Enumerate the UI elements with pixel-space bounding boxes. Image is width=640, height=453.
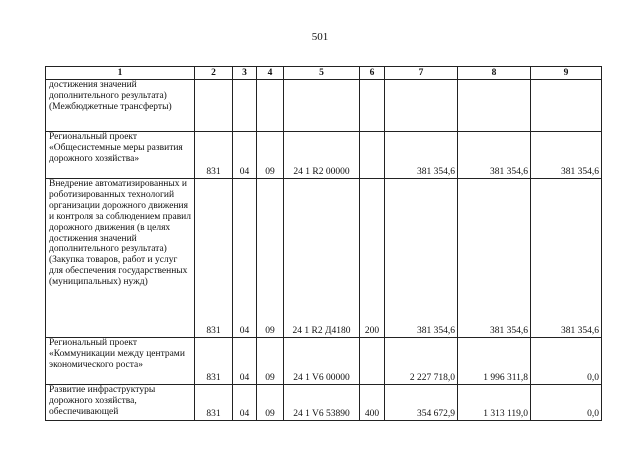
- table-row: [46, 132, 602, 179]
- column-header: 7: [385, 67, 458, 80]
- cell-vr: 400: [360, 385, 385, 421]
- cell-vr: 200: [360, 179, 385, 338]
- cell-csr: [284, 80, 360, 132]
- row-description: достижения значений дополнительного результата) (Межбюджетные трансферты): [46, 80, 195, 132]
- cell-grbs: 831: [195, 385, 233, 421]
- column-header: 4: [257, 67, 284, 80]
- column-header: 9: [531, 67, 602, 80]
- cell-rz: 04: [233, 338, 257, 385]
- table-row: [46, 80, 602, 132]
- cell-csr: 24 1 V6 53890: [284, 385, 360, 421]
- cell-sum-year2: 1 996 311,8: [458, 338, 531, 385]
- column-header: 1: [46, 67, 195, 80]
- cell-pr: 09: [257, 385, 284, 421]
- cell-sum-year1: 381 354,6: [385, 179, 458, 338]
- cell-sum-year2: 1 313 119,0: [458, 385, 531, 421]
- budget-table: [45, 66, 602, 421]
- cell-vr: [360, 80, 385, 132]
- cell-grbs: 831: [195, 179, 233, 338]
- column-header: 2: [195, 67, 233, 80]
- cell-sum-year3: 381 354,6: [531, 179, 602, 338]
- cell-rz: [233, 80, 257, 132]
- cell-rz: 04: [233, 179, 257, 338]
- cell-sum-year1: 354 672,9: [385, 385, 458, 421]
- cell-sum-year1: 2 227 718,0: [385, 338, 458, 385]
- row-description: Региональный проект «Общесистемные меры развития дорожного хозяйства»: [46, 132, 195, 179]
- cell-sum-year2: 381 354,6: [458, 132, 531, 179]
- table-row: [46, 385, 602, 421]
- cell-sum-year3: 381 354,6: [531, 132, 602, 179]
- column-header: 3: [233, 67, 257, 80]
- page-number: 501: [311, 31, 329, 43]
- cell-sum-year1: 381 354,6: [385, 132, 458, 179]
- column-header: 5: [284, 67, 360, 80]
- cell-pr: 09: [257, 338, 284, 385]
- cell-grbs: [195, 80, 233, 132]
- row-description: Региональный проект «Коммуникации между центрами экономического роста»: [46, 338, 195, 385]
- header-row: [46, 67, 602, 80]
- cell-sum-year3: [531, 80, 602, 132]
- cell-pr: 09: [257, 179, 284, 338]
- cell-rz: 04: [233, 132, 257, 179]
- cell-sum-year3: 0,0: [531, 338, 602, 385]
- table-row: [46, 179, 602, 338]
- column-header: 6: [360, 67, 385, 80]
- cell-vr: [360, 338, 385, 385]
- cell-rz: 04: [233, 385, 257, 421]
- cell-sum-year2: 381 354,6: [458, 179, 531, 338]
- cell-csr: 24 1 R2 Д4180: [284, 179, 360, 338]
- row-description: Внедрение автоматизированных и роботизированных технологий организации дорожного движения и контроля за соблюдением правил дорожного движения (в целях достижения значений дополнительного результата) (Закупка товаров, работ и услуг для обеспечения государственных (муниципальных) нужд): [46, 179, 195, 338]
- cell-pr: [257, 80, 284, 132]
- cell-grbs: 831: [195, 338, 233, 385]
- cell-pr: 09: [257, 132, 284, 179]
- cell-sum-year1: [385, 80, 458, 132]
- row-description: Развитие инфраструктуры дорожного хозяйства, обеспечивающей: [46, 385, 195, 421]
- cell-sum-year2: [458, 80, 531, 132]
- cell-sum-year3: 0,0: [531, 385, 602, 421]
- column-header: 8: [458, 67, 531, 80]
- cell-grbs: 831: [195, 132, 233, 179]
- cell-vr: [360, 132, 385, 179]
- table-row: [46, 338, 602, 385]
- cell-csr: 24 1 V6 00000: [284, 338, 360, 385]
- cell-csr: 24 1 R2 00000: [284, 132, 360, 179]
